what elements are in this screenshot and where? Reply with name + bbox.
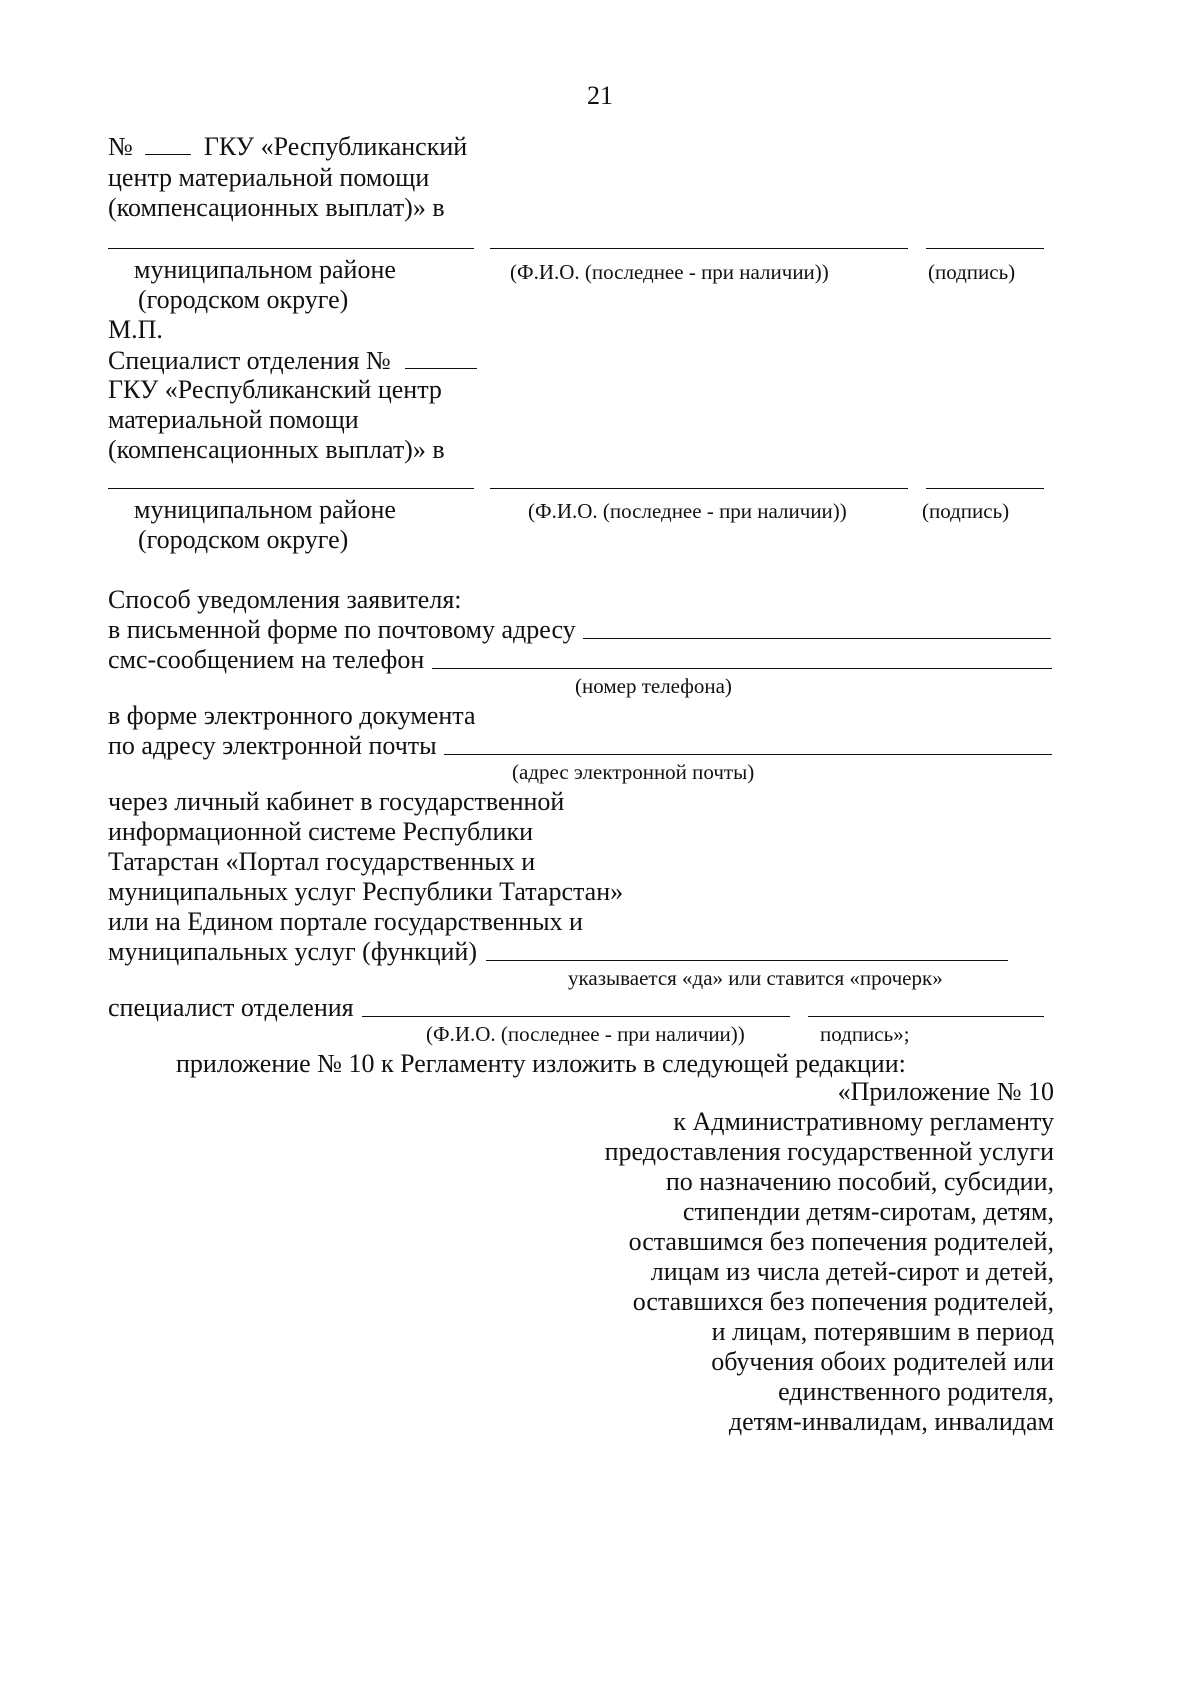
page-number: 21 <box>587 81 613 110</box>
block1-line1 <box>108 130 467 163</box>
specialist-fio-line <box>362 1016 790 1017</box>
block2-line2: ГКУ «Республиканский центр <box>108 375 442 404</box>
number-sign: № <box>108 132 133 161</box>
department-number-blank <box>405 344 477 369</box>
block1-org: ГКУ «Республиканский <box>203 132 468 161</box>
specialist-signature-line <box>808 1016 1044 1017</box>
appendix-line-3: предоставления государственной услуги <box>604 1137 1054 1166</box>
appendix-line-9: и лицам, потерявшим в период <box>711 1317 1054 1346</box>
appendix-line-2: к Административному регламенту <box>673 1107 1054 1136</box>
signature-caption-1: (подпись) <box>928 260 1016 284</box>
signature-caption-2: (подпись) <box>922 499 1010 523</box>
portal-line-6: муниципальных услуг (функций) <box>108 937 477 966</box>
portal-line-5: или на Едином портале государственных и <box>108 907 583 936</box>
municipality-line-1 <box>108 248 474 249</box>
appendix-line-12: детям-инвалидам, инвалидам <box>728 1407 1054 1436</box>
portal-answer-line <box>486 960 1008 961</box>
block2-line3: материальной помощи <box>108 405 359 434</box>
phone-caption: (номер телефона) <box>575 674 732 698</box>
email-caption: (адрес электронной почты) <box>512 760 755 784</box>
appendix-line-8: оставшихся без попечения родителей, <box>632 1287 1054 1316</box>
portal-caption: указывается «да» или ставится «прочерк» <box>568 966 943 990</box>
district-label-2: (городском округе) <box>138 525 349 554</box>
block2-line1 <box>108 344 477 377</box>
fio-line-1 <box>490 248 908 249</box>
postal-address-line <box>583 638 1051 639</box>
appendix-line-10: обучения обоих родителей или <box>711 1347 1054 1376</box>
fio-caption-2: (Ф.И.О. (последнее - при наличии)) <box>528 499 847 523</box>
specialist-fio-caption: (Ф.И.О. (последнее - при наличии)) <box>426 1022 745 1046</box>
fio-caption-1: (Ф.И.О. (последнее - при наличии)) <box>510 260 829 284</box>
fio-line-2 <box>490 488 908 489</box>
appendix-line-4: по назначению пособий, субсидии, <box>665 1167 1054 1196</box>
email-line <box>444 754 1052 755</box>
notify-heading: Способ уведомления заявителя: <box>108 585 462 614</box>
instruction-text: приложение № 10 к Регламенту изложить в следующей редакции: <box>176 1049 906 1078</box>
sms-label: смс-сообщением на телефон <box>108 645 425 674</box>
specialist-label: специалист отделения <box>108 993 354 1022</box>
specialist-signature-caption: подпись»; <box>820 1022 910 1046</box>
number-blank <box>145 130 191 155</box>
block1-line3: (компенсационных выплат)» в <box>108 193 445 222</box>
block1-line2: центр материальной помощи <box>108 163 430 192</box>
edoc-label-2: по адресу электронной почты <box>108 731 437 760</box>
municipality-line-2 <box>108 488 474 489</box>
portal-line-2: информационной системе Республики <box>108 817 533 846</box>
specialist-department-label: Специалист отделения № <box>108 346 391 375</box>
appendix-line-7: лицам из числа детей-сирот и детей, <box>650 1257 1054 1286</box>
phone-line <box>432 668 1052 669</box>
district-label-1: (городском округе) <box>138 285 349 314</box>
portal-line-3: Татарстан «Портал государственных и <box>108 847 536 876</box>
municipality-label-1: муниципальном районе <box>134 255 396 284</box>
edoc-label-1: в форме электронного документа <box>108 701 476 730</box>
appendix-line-5: стипендии детям-сиротам, детям, <box>682 1197 1054 1226</box>
appendix-line-1: «Приложение № 10 <box>837 1077 1054 1106</box>
signature-line-1 <box>926 248 1044 249</box>
portal-line-4: муниципальных услуг Республики Татарстан» <box>108 877 624 906</box>
block2-line4: (компенсационных выплат)» в <box>108 435 445 464</box>
municipality-label-2: муниципальном районе <box>134 495 396 524</box>
portal-line-1: через личный кабинет в государственной <box>108 787 565 816</box>
appendix-line-6: оставшимся без попечения родителей, <box>628 1227 1054 1256</box>
appendix-line-11: единственного родителя, <box>778 1377 1054 1406</box>
stamp-label: М.П. <box>108 315 163 344</box>
signature-line-2 <box>926 488 1044 489</box>
postal-label: в письменной форме по почтовому адресу <box>108 615 576 644</box>
